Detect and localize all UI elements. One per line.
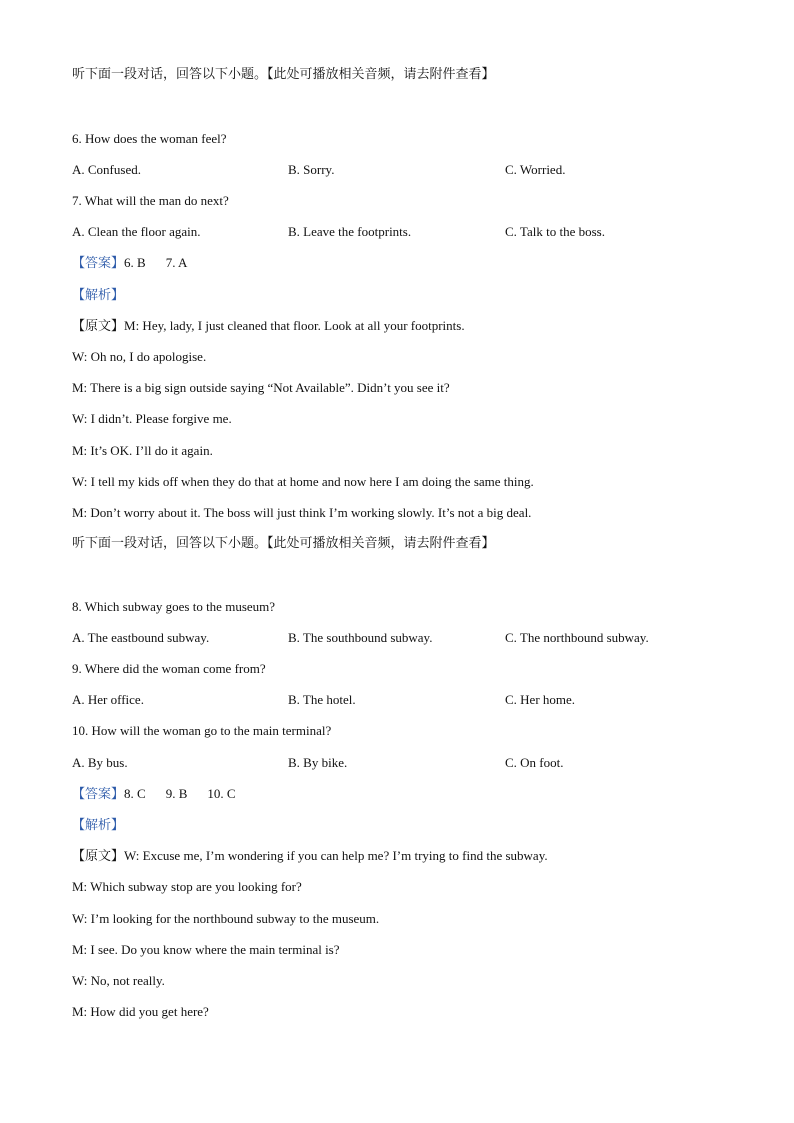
section-2-instruction: 听下面一段对话，回答以下小题。【此处可播放相关音频，请去附件查看】 [72, 536, 495, 551]
transcript-line: W: I’m looking for the northbound subway to the museum. [72, 911, 380, 926]
section-2-answers [72, 786, 236, 803]
question-7-option-b: B. Leave the footprints. [288, 224, 412, 239]
transcript-line: W: I tell my kids off when they do that at home and now here I am doing the same thing. [72, 474, 534, 489]
question-6-option-c: C. Worried. [505, 162, 566, 177]
answer-tag: 【答案】 [72, 256, 125, 271]
question-6-option-a: A. Confused. [72, 162, 141, 177]
question-9-option-b: B. The hotel. [288, 692, 356, 707]
question-8-stem: 8. Which subway goes to the museum? [72, 599, 276, 614]
question-10-option-a: A. By bus. [72, 755, 128, 770]
transcript-line: W: No, not really. [72, 973, 165, 988]
section-1-instruction: 听下面一段对话，回答以下小题。【此处可播放相关音频，请去附件查看】 [72, 67, 495, 82]
question-8-option-a: A. The eastbound subway. [72, 630, 210, 645]
question-9-stem: 9. Where did the woman come from? [72, 661, 266, 676]
answer-7: 7. A [165, 255, 188, 270]
answer-tag: 【答案】 [72, 787, 125, 802]
analysis-tag: 【解析】 [72, 818, 125, 833]
question-9-option-c: C. Her home. [505, 692, 576, 707]
section-2-analysis [72, 817, 124, 834]
question-9-options [72, 692, 722, 708]
question-6-stem: 6. How does the woman feel? [72, 131, 227, 146]
transcript-line: M: Which subway stop are you looking for? [72, 879, 302, 894]
transcript-tag: 【原文】 [72, 319, 125, 334]
transcript-tag: 【原文】 [72, 849, 125, 864]
transcript-line: M: How did you get here? [72, 1004, 209, 1019]
answer-8: 8. C [124, 786, 146, 801]
question-6-option-b: B. Sorry. [288, 162, 335, 177]
answer-6: 6. B [124, 255, 146, 270]
question-8-option-b: B. The southbound subway. [288, 630, 433, 645]
question-7-stem: 7. What will the man do next? [72, 193, 229, 208]
answer-10: 10. C [207, 786, 236, 801]
transcript-line: M: Don’t worry about it. The boss will just think I’m working slowly. It’s not a big deal. [72, 505, 532, 520]
question-8-options [72, 630, 722, 646]
transcript-line: M: There is a big sign outside saying “Not Available”. Didn’t you see it? [72, 380, 450, 395]
transcript-line [72, 848, 548, 865]
question-8-option-c: C. The northbound subway. [505, 630, 649, 645]
transcript-line: M: I see. Do you know where the main terminal is? [72, 942, 340, 957]
transcript-line: W: I didn’t. Please forgive me. [72, 411, 232, 426]
transcript-line [72, 318, 465, 335]
question-10-option-b: B. By bike. [288, 755, 348, 770]
transcript-line: M: It’s OK. I’ll do it again. [72, 443, 213, 458]
section-1-answers [72, 255, 187, 272]
transcript-text: M: Hey, lady, I just cleaned that floor. Look at all your footprints. [124, 318, 465, 333]
question-10-options [72, 755, 722, 771]
question-10-option-c: C. On foot. [505, 755, 564, 770]
transcript-line: W: Oh no, I do apologise. [72, 349, 207, 364]
answer-9: 9. B [165, 786, 188, 801]
section-1-analysis [72, 287, 124, 304]
analysis-tag: 【解析】 [72, 288, 125, 303]
question-10-stem: 10. How will the woman go to the main terminal? [72, 723, 332, 738]
transcript-text: W: Excuse me, I’m wondering if you can help me? I’m trying to find the subway. [124, 848, 548, 863]
question-9-option-a: A. Her office. [72, 692, 144, 707]
question-6-options [72, 162, 722, 178]
question-7-options [72, 224, 722, 240]
question-7-option-c: C. Talk to the boss. [505, 224, 605, 239]
question-7-option-a: A. Clean the floor again. [72, 224, 201, 239]
